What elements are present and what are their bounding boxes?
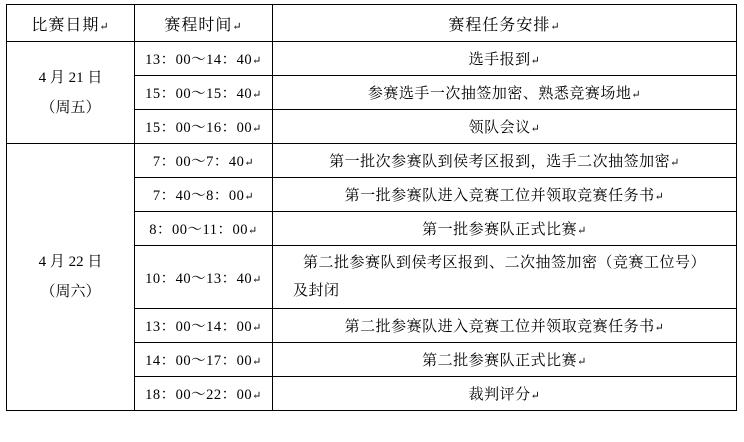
paragraph-mark-icon: ↵ [577, 356, 587, 368]
date-line-1: 4 月 22 日 [38, 254, 103, 270]
time-text: 14：00～17：00 [145, 353, 253, 369]
time-text: 18：00～22：00 [145, 387, 253, 403]
table-row [7, 144, 737, 178]
paragraph-mark-icon: ↵ [252, 356, 262, 368]
date-line-2: （周六） [40, 284, 101, 300]
task-text: 选手报到 [468, 52, 531, 68]
date-line-1: 4 月 21 日 [38, 69, 103, 86]
date-cell-day2 [7, 144, 135, 411]
task-text: 裁判评分 [468, 387, 531, 403]
time-text: 15：00～15：40 [145, 86, 253, 102]
schedule-document [0, 4, 744, 442]
task-text-line-2: 及封闭 [293, 283, 340, 299]
task-cell [273, 42, 737, 76]
task-cell [273, 377, 737, 411]
paragraph-mark-icon: ↵ [99, 20, 110, 33]
time-cell [135, 110, 273, 144]
paragraph-mark-icon: ↵ [244, 191, 255, 203]
time-text: 7：00～7：40 [152, 154, 245, 170]
task-cell [273, 76, 737, 110]
header-task [273, 5, 737, 42]
paragraph-mark-icon: ↵ [248, 225, 258, 237]
time-cell [135, 309, 273, 343]
paragraph-mark-icon: ↵ [252, 55, 262, 67]
task-text: 领队会议 [468, 120, 531, 136]
paragraph-mark-icon: ↵ [252, 322, 262, 334]
paragraph-mark-icon: ↵ [670, 157, 680, 169]
time-cell [135, 178, 273, 212]
paragraph-mark-icon: ↵ [577, 225, 587, 237]
paragraph-mark-icon: ↵ [530, 55, 541, 67]
paragraph-mark-icon: ↵ [550, 20, 561, 33]
task-text: 第二批参赛队进入竞赛工位并领取竞赛任务书 [344, 319, 655, 335]
paragraph-mark-icon: ↵ [654, 322, 665, 334]
paragraph-mark-icon: ↵ [252, 390, 262, 402]
task-cell [273, 178, 737, 212]
time-cell [135, 377, 273, 411]
paragraph-mark-icon: ↵ [530, 123, 541, 135]
time-text: 8：00～11：00 [149, 222, 248, 238]
task-text: 第一批参赛队正式比赛 [422, 222, 578, 238]
table-header-row [7, 5, 737, 42]
time-text: 7：40～8：00 [152, 188, 245, 204]
task-cell [273, 110, 737, 144]
time-cell [135, 246, 273, 309]
time-cell [135, 212, 273, 246]
task-cell [273, 144, 737, 178]
table-row [7, 42, 737, 76]
date-cell-day1 [7, 42, 135, 144]
header-date [7, 5, 135, 42]
header-time-label: 赛程时间 [164, 16, 233, 34]
time-cell [135, 76, 273, 110]
paragraph-mark-icon: ↵ [252, 273, 262, 286]
paragraph-mark-icon: ↵ [530, 390, 541, 402]
task-cell [273, 246, 737, 309]
task-cell [273, 343, 737, 377]
task-text: 参赛选手一次抽签加密、熟悉竞赛场地 [367, 86, 632, 102]
paragraph-mark-icon: ↵ [232, 20, 243, 33]
header-date-label: 比赛日期 [31, 16, 100, 34]
time-cell [135, 343, 273, 377]
task-cell [273, 212, 737, 246]
task-text-line-1: 第二批参赛队到侯考区报到、二次抽签加密（竞赛工位号） [302, 255, 706, 271]
task-text: 第一批参赛队进入竞赛工位并领取竞赛任务书 [344, 188, 655, 204]
time-text: 13：00～14：00 [145, 319, 253, 335]
paragraph-mark-icon: ↵ [252, 123, 262, 135]
time-text: 13：00～14：40 [145, 52, 253, 68]
time-text: 10：40～13：40 [145, 270, 253, 287]
task-text: 第一批次参赛队到侯考区报到，选手二次抽签加密 [329, 154, 671, 170]
header-time [135, 5, 273, 42]
task-cell [273, 309, 737, 343]
paragraph-mark-icon: ↵ [631, 89, 642, 101]
task-text: 第二批参赛队正式比赛 [422, 353, 578, 369]
paragraph-mark-icon: ↵ [244, 157, 255, 169]
paragraph-mark-icon: ↵ [654, 191, 665, 203]
date-line-2: （周五） [40, 99, 101, 116]
time-cell [135, 42, 273, 76]
competition-schedule-table [6, 4, 737, 411]
time-text: 15：00～16：00 [145, 120, 253, 136]
header-task-label: 赛程任务安排 [448, 16, 551, 34]
paragraph-mark-icon: ↵ [252, 89, 262, 101]
time-cell [135, 144, 273, 178]
